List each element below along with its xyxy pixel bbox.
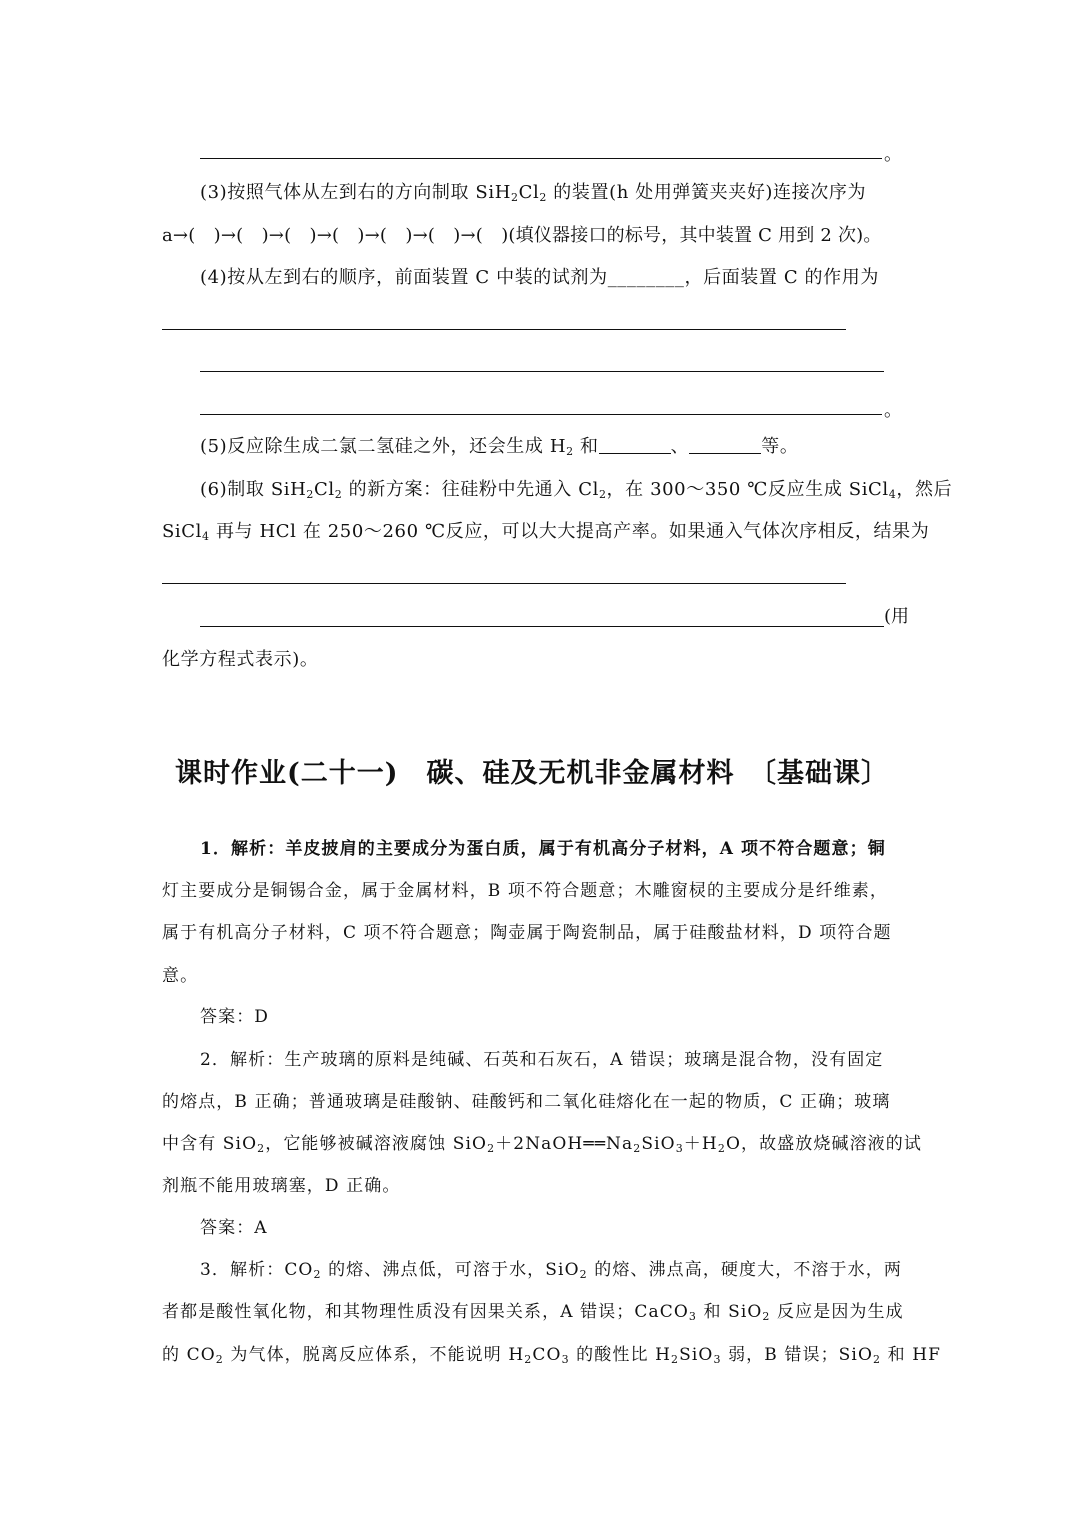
question-3-line-2: a→( )→( )→( )→( )→( )→( )→( )(填仪器接口的标号，其中装置 C 用到 2 次)。 [162, 225, 882, 246]
section-title: 课时作业(二十一) 碳、硅及无机非金属材料 〔基础课〕 [175, 758, 890, 789]
solution-3-line-1: 3．解析：$CO_2$ 的熔、沸点低，可溶于水，SiO$_2$ 的熔、沸点高，硬度大，不溶于水，两 [200, 1260, 902, 1281]
question-6-line-1: (6)制取 $SiH_2Cl_2$ 的新方案：往硅粉中先通入 $Cl_2$，在 300～350 ℃反应生成 SiCl$_4$，然后 [200, 479, 953, 501]
question-6-line-2: SiCl$_4$ 再与 HCl 在 250～260 ℃反应，可以大大提高产率。如果通入气体次序相反，结果为 [162, 521, 930, 543]
solution-1-line-1: 1．解析：羊皮披肩的主要成分为蛋白质，属于有机高分子材料，A 项不符合题意；铜 [200, 839, 886, 859]
period-mark: 。 [884, 400, 902, 421]
solution-3-line-2: 者都是酸性氧化物，和其物理性质没有因果关系，A 错误；CaCO$_3$ 和 SiO$_2$ 反应是因为生成 [162, 1302, 904, 1323]
answer-1: 答案：D [200, 1007, 270, 1027]
question-6-line-4: 化学方程式表示)。 [162, 649, 319, 670]
question-3-line-1: (3)按照气体从左到右的方向制取 $SiH_2Cl_2$ 的装置(h 处用弹簧夹夹好)连接次序为 [200, 182, 867, 204]
period-mark: 。 [884, 144, 902, 165]
solution-1-line-3: 属于有机高分子材料，C 项不符合题意；陶壶属于陶瓷制品，属于硅酸盐材料，D 项符合题 [162, 923, 892, 943]
fill-blank [689, 437, 761, 454]
answer-blank-line [200, 414, 882, 415]
solution-2-line-4: 剂瓶不能用玻璃塞，D 正确。 [162, 1176, 401, 1196]
solution-1-line-2: 灯主要成分是铜锡合金，属于金属材料，B 项不符合题意；木雕窗棂的主要成分是纤维素， [162, 881, 888, 901]
answer-blank-line [162, 583, 846, 584]
answer-blank-line [200, 626, 884, 627]
answer-blank-line [200, 371, 884, 372]
solution-2-line-2: 的熔点，B 正确；普通玻璃是硅酸钠、硅酸钙和二氧化硅熔化在一起的物质，C 正确；玻璃 [162, 1092, 891, 1112]
solution-2-line-1: 2．解析：生产玻璃的原料是纯碱、石英和石灰石，A 错误；玻璃是混合物，没有固定 [200, 1050, 884, 1070]
fill-blank [599, 437, 671, 454]
solution-2-line-3: 中含有 SiO$_2$，它能够被碱溶液腐蚀 $SiO_2+2NaOH══Na_2SiO_3+H_2O$，故盛放烧碱溶液的试 [162, 1134, 922, 1155]
question-5: (5)反应除生成二氯二氢硅之外，还会生成 $H_2$ 和 、 等。 [200, 436, 799, 458]
solution-1-line-4: 意。 [162, 966, 199, 986]
answer-blank-line [162, 329, 846, 330]
solution-3-line-3: 的 $CO_2$ 为气体，脱离反应体系，不能说明 $H_2CO_3$ 的酸性比 $H_2SiO_3$ 弱，B 错误；SiO$_2$ 和 HF [162, 1345, 942, 1366]
question-6-tail: (用 [884, 606, 910, 627]
answer-2: 答案：A [200, 1218, 268, 1238]
answer-blank-line [200, 158, 882, 159]
question-4: (4)按从左到右的顺序，前面装置 C 中装的试剂为________，后面装置 C 的作用为 [200, 267, 879, 288]
